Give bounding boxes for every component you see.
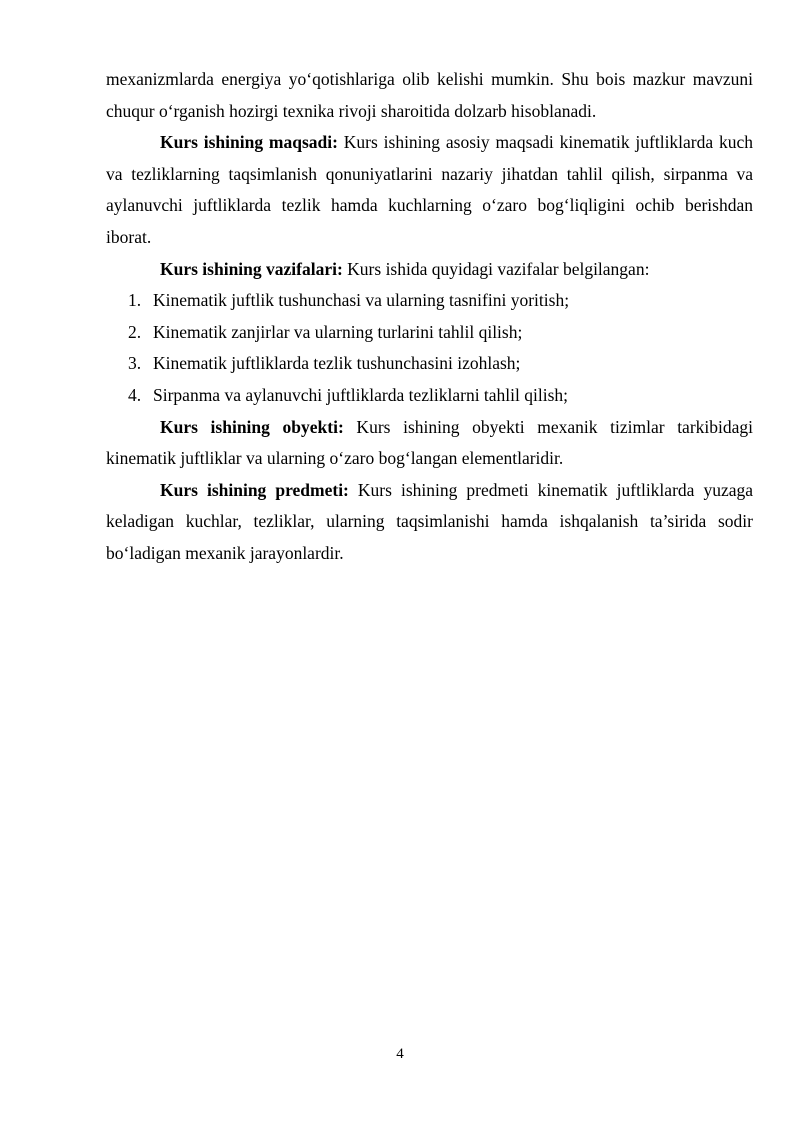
page-number: 4 (396, 1046, 404, 1062)
object-paragraph (106, 412, 753, 475)
goal-text: Kurs ishining asosiy maqsadi kinematik juftliklarda kuch va tezliklarning taqsimlanish qonuniyatlarini nazariy jihatdan tahlil qilish, sirpanma va aylanuvchi juftliklarda tezlik hamda kuchlarning o‘zaro bog‘liqligini ochib berishdan iborat. (106, 132, 753, 247)
object-text: Kurs ishining obyekti mexanik tizimlar tarkibidagi kinematik juftliklar va ularning o‘zaro bog‘langan elementlaridir. (106, 416, 753, 469)
goal-label: Kurs ishining maqsadi: (160, 132, 338, 153)
list-item-text: Kinematik juftliklarda tezlik tushunchasini izohlash; (153, 353, 521, 374)
list-item (106, 285, 753, 317)
object-label: Kurs ishining obyekti: (160, 416, 344, 437)
list-item-number: 3. (128, 353, 142, 374)
subject-paragraph (106, 475, 753, 570)
goal-paragraph (106, 127, 753, 253)
list-item (106, 380, 753, 412)
intro-paragraph: mexanizmlarda energiya yo‘qotishlariga olib kelishi mumkin. Shu bois mazkur mavzuni chuqur o‘rganish hozirgi texnika rivoji sharoitida dolzarb hisoblanadi. (106, 69, 753, 121)
tasks-list (106, 285, 753, 411)
list-item (106, 348, 753, 380)
document-page (106, 64, 753, 570)
tasks-label: Kurs ishining vazifalari: (160, 258, 343, 279)
tasks-text: Kurs ishida quyidagi vazifalar belgilangan: (342, 258, 650, 279)
list-item-number: 2. (128, 321, 142, 342)
subject-label: Kurs ishining predmeti: (160, 479, 349, 500)
list-item (106, 317, 753, 349)
tasks-paragraph (106, 254, 753, 286)
list-item-number: 4. (128, 384, 142, 405)
list-item-text: Kinematik juftlik tushunchasi va ularning tasnifini yoritish; (153, 290, 570, 311)
list-item-text: Sirpanma va aylanuvchi juftliklarda tezliklarni tahlil qilish; (153, 384, 569, 405)
list-item-number: 1. (128, 290, 142, 311)
subject-text: Kurs ishining predmeti kinematik juftliklarda yuzaga keladigan kuchlar, tezliklar, ularning taqsimlanishi hamda ishqalanish ta’sirida sodir bo‘ladigan mexanik jarayonlardir. (106, 479, 753, 563)
list-item-text: Kinematik zanjirlar va ularning turlarini tahlil qilish; (153, 321, 523, 342)
